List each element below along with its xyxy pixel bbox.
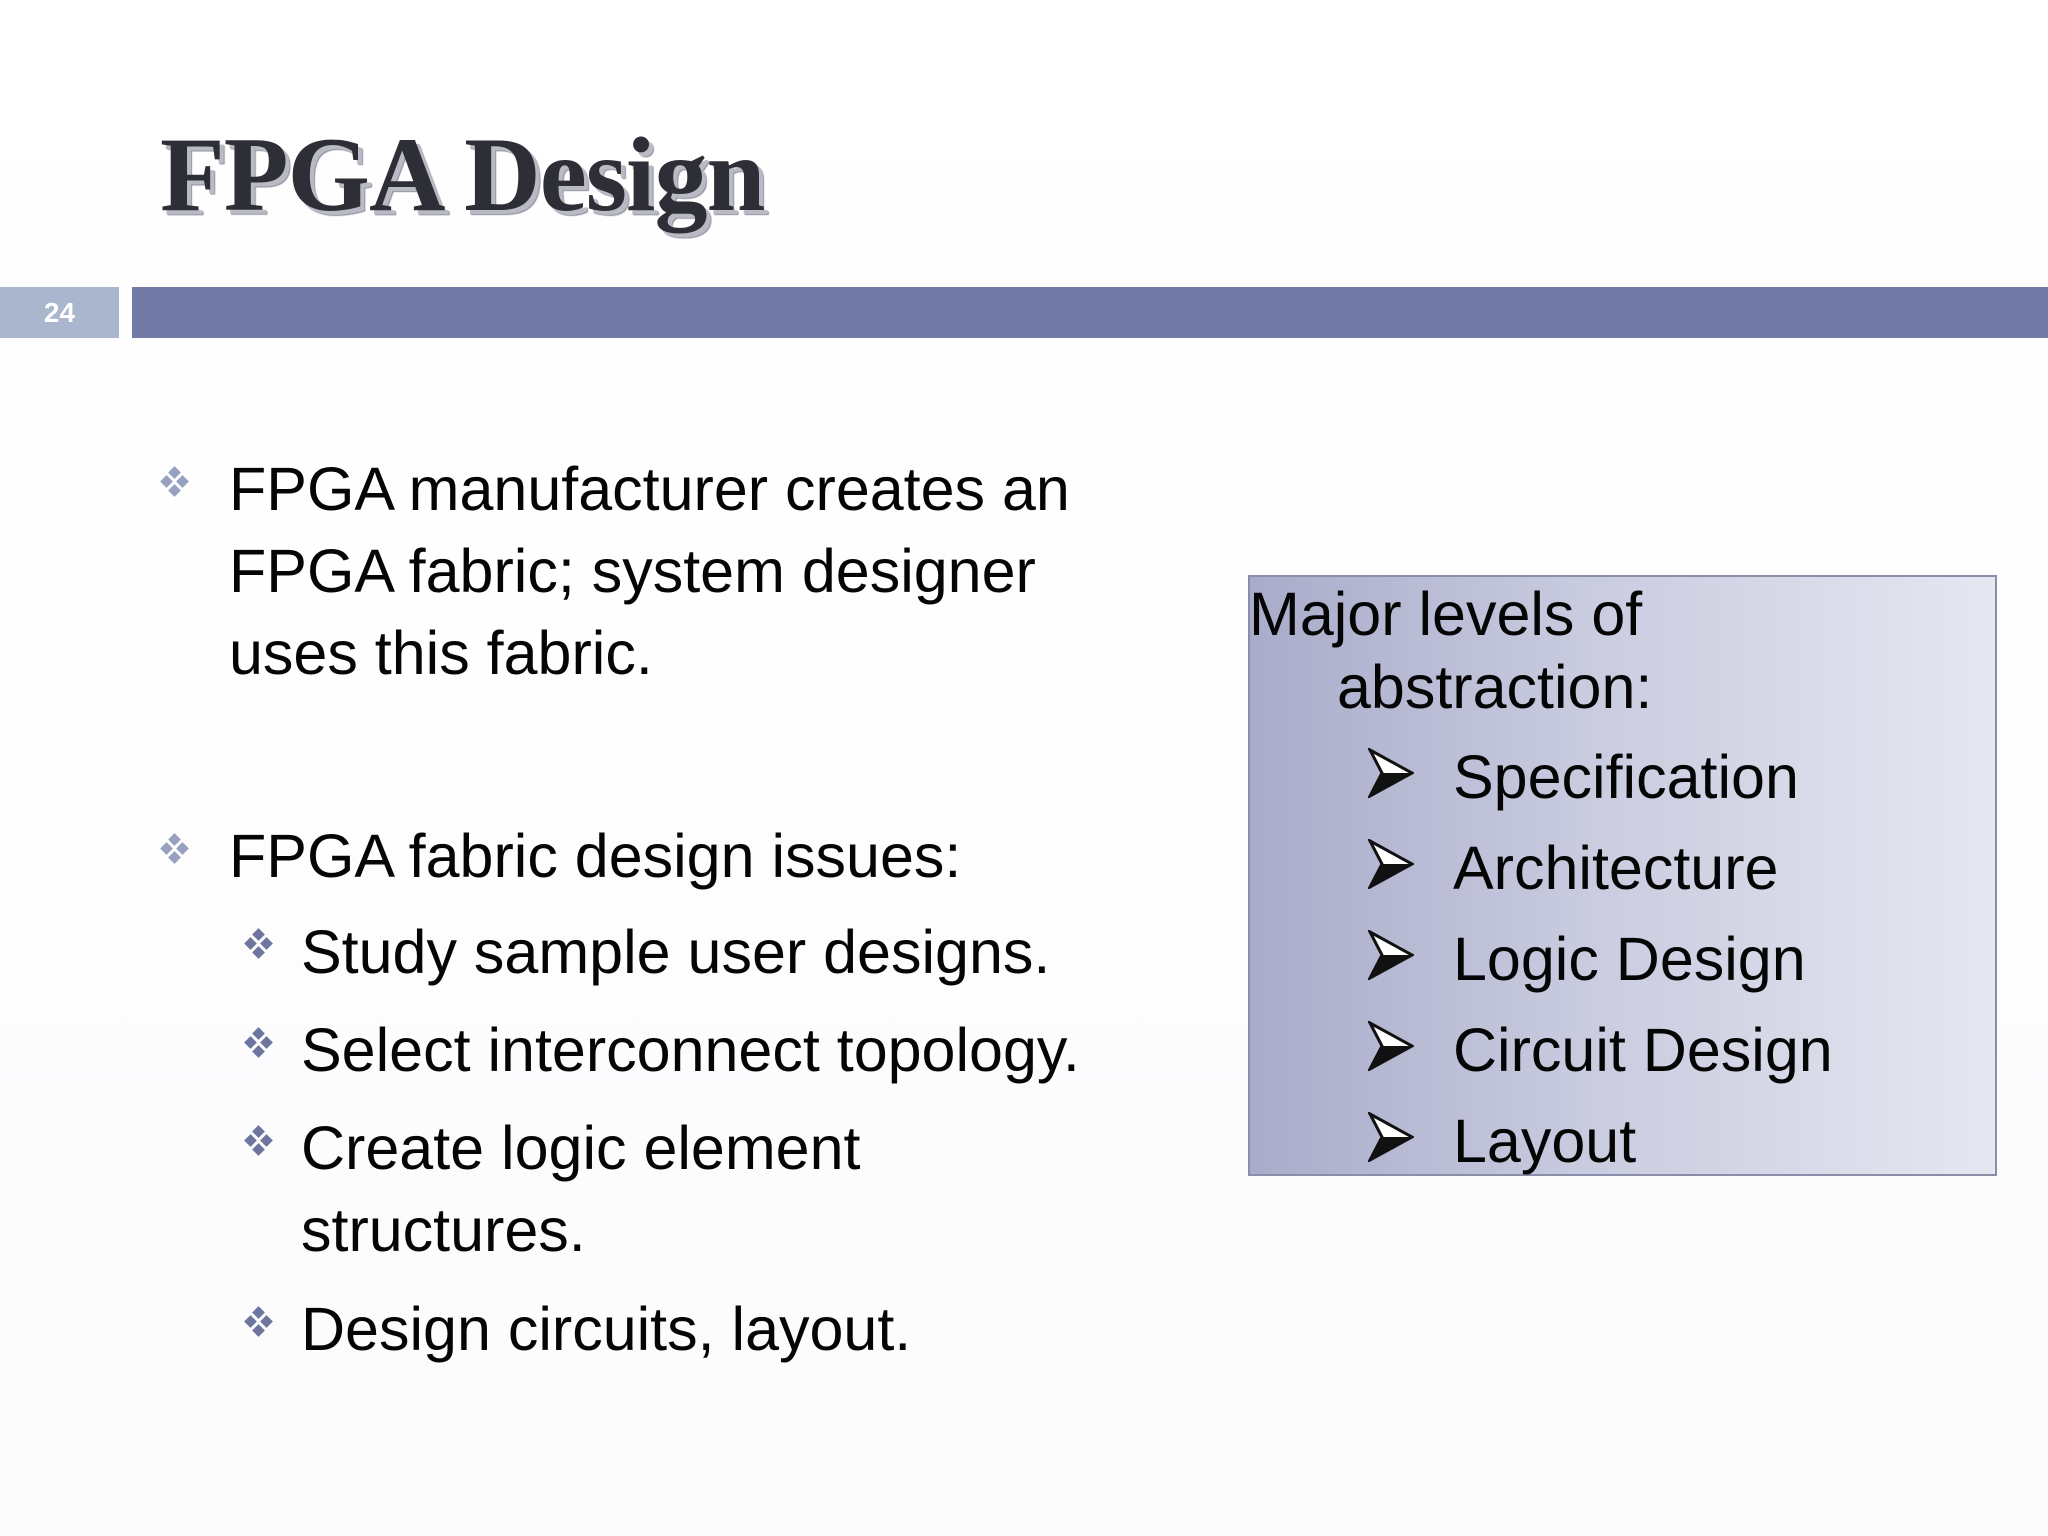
sub-bullet-4: Design circuits, layout. [301,1295,912,1363]
abstraction-heading-line-1: Major levels of [1249,580,1643,648]
bullet-1-line-3: uses this fabric. [229,619,653,687]
abstraction-level-3: Logic Design [1453,925,1806,993]
arrowhead-bullet-icon [1368,1112,1414,1162]
sub-bullet-3-line-2: structures. [301,1196,586,1264]
arrowhead-bullet-icon [1368,1021,1414,1071]
diamond-bullet-icon [244,929,274,959]
bullet-2-text: FPGA fabric design issues: [229,822,962,890]
diamond-bullet-icon [244,1307,274,1337]
abstraction-level-4: Circuit Design [1453,1016,1833,1084]
diamond-bullet-icon [244,1126,274,1156]
slide-title: FPGA Design [160,116,765,233]
abstraction-level-5: Layout [1453,1107,1637,1175]
bullet-1-line-1: FPGA manufacturer creates an [229,455,1070,523]
arrowhead-bullet-icon [1368,839,1414,889]
bullet-1-line-2: FPGA fabric; system designer [229,537,1036,605]
arrowhead-bullet-icon [1368,930,1414,980]
abstraction-level-1: Specification [1453,743,1799,811]
slide-number: 24 [0,287,119,338]
sub-bullet-1: Study sample user designs. [301,918,1051,986]
title-bar [132,287,2048,338]
arrowhead-bullet-icon [1368,748,1414,798]
abstraction-level-2: Architecture [1453,834,1779,902]
sub-bullet-2: Select interconnect topology. [301,1016,1080,1084]
diamond-bullet-icon [160,834,190,864]
diamond-bullet-icon [244,1028,274,1058]
sub-bullet-3-line-1: Create logic element [301,1114,861,1182]
diamond-bullet-icon [160,467,190,497]
abstraction-heading-line-2: abstraction: [1337,653,1653,721]
